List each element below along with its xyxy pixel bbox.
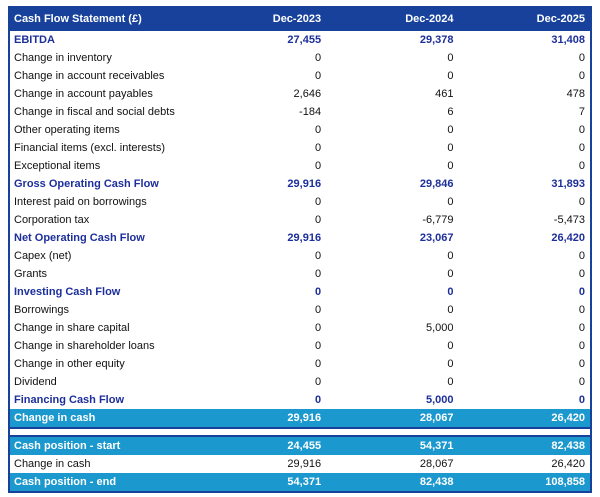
cell-value: 0	[314, 358, 322, 370]
cell-value: 0	[314, 196, 322, 208]
cell-value: 28,067	[326, 409, 458, 428]
cell-value: 0	[447, 358, 454, 370]
cell-value: 0	[314, 160, 322, 172]
table-row	[9, 473, 591, 492]
table-row	[9, 373, 591, 391]
cell-value: 0	[578, 304, 585, 316]
table-row	[9, 193, 591, 211]
cell-value: 0	[578, 124, 585, 136]
row-label: Borrowings	[14, 304, 70, 316]
cell-value: 6	[447, 106, 454, 118]
cell-value: 0	[314, 340, 322, 352]
row-label: Change in account receivables	[14, 70, 165, 82]
cell-value: 5,000	[426, 394, 454, 406]
cell-value: 0	[314, 322, 322, 334]
cell-value: 26,420	[551, 458, 585, 470]
row-label: Change in other equity	[14, 358, 125, 370]
row-label: Dividend	[14, 376, 57, 388]
cell-value: 0	[578, 322, 585, 334]
cell-value: 26,420	[459, 409, 591, 428]
cell-value: 0	[314, 376, 322, 388]
table-row	[9, 283, 591, 301]
table-row	[9, 157, 591, 175]
cell-value: 0	[578, 250, 585, 262]
statement-table	[8, 6, 592, 493]
cell-value: 26,420	[551, 232, 585, 244]
cell-value: 0	[314, 214, 322, 226]
column-header: Dec-2025	[459, 7, 591, 31]
cell-value: 0	[314, 394, 322, 406]
table-row	[9, 409, 591, 428]
cell-value: 23,067	[419, 232, 454, 244]
cell-value: 29,916	[194, 409, 326, 428]
cell-value: 0	[314, 142, 322, 154]
table-row	[9, 455, 591, 473]
header-row	[9, 7, 591, 31]
cell-value: 0	[447, 70, 454, 82]
cash-flow-statement	[8, 6, 592, 493]
cell-value: 31,893	[551, 178, 585, 190]
table-row	[9, 31, 591, 50]
cell-value: 0	[314, 52, 322, 64]
cell-value: 82,438	[459, 436, 591, 455]
table-row	[9, 337, 591, 355]
cell-value: 0	[578, 70, 585, 82]
cell-value: 82,438	[326, 473, 458, 492]
cell-value: 461	[435, 88, 454, 100]
row-label: Cash position - start	[9, 436, 194, 455]
column-header: Dec-2023	[194, 7, 326, 31]
cell-value: 0	[578, 376, 585, 388]
cell-value: 0	[578, 160, 585, 172]
cell-value: 0	[447, 160, 454, 172]
cell-value: 0	[447, 286, 454, 298]
cell-value: 0	[447, 250, 454, 262]
cell-value: 0	[578, 340, 585, 352]
cell-value: 5,000	[426, 322, 454, 334]
table-row	[9, 211, 591, 229]
row-label: Cash position - end	[9, 473, 194, 492]
row-label: Financial items (excl. interests)	[14, 142, 165, 154]
cell-value: 29,916	[287, 458, 322, 470]
row-label: EBITDA	[14, 34, 55, 46]
table-row	[9, 265, 591, 283]
table-row	[9, 247, 591, 265]
cell-value: 0	[578, 142, 585, 154]
cell-value: 54,371	[326, 436, 458, 455]
row-label: Corporation tax	[14, 214, 90, 226]
cell-value: 0	[447, 124, 454, 136]
row-label: Other operating items	[14, 124, 120, 136]
cell-value: 0	[447, 142, 454, 154]
table-title: Cash Flow Statement (£)	[9, 7, 194, 31]
cell-value: 28,067	[419, 458, 454, 470]
cell-value: 7	[578, 106, 585, 118]
cell-value: 0	[314, 304, 322, 316]
cell-value: 0	[578, 358, 585, 370]
row-label: Financing Cash Flow	[14, 394, 125, 406]
cell-value: -5,473	[553, 214, 585, 226]
cell-value: 108,858	[459, 473, 591, 492]
cell-value: 54,371	[194, 473, 326, 492]
table-row	[9, 85, 591, 103]
row-label: Gross Operating Cash Flow	[14, 178, 159, 190]
cell-value: 0	[314, 70, 322, 82]
table-row	[9, 121, 591, 139]
row-label: Change in share capital	[14, 322, 130, 334]
row-label: Change in fiscal and social debts	[14, 106, 175, 118]
cell-value: 0	[447, 304, 454, 316]
cell-value: 29,378	[419, 34, 454, 46]
row-label: Net Operating Cash Flow	[14, 232, 145, 244]
table-row	[9, 67, 591, 85]
row-label: Investing Cash Flow	[14, 286, 121, 298]
table-row	[9, 319, 591, 337]
cell-value: 29,846	[419, 178, 454, 190]
section-gap	[9, 428, 591, 436]
cell-value: 0	[314, 124, 322, 136]
cell-value: 0	[447, 52, 454, 64]
table-row	[9, 175, 591, 193]
cell-value: 0	[578, 286, 585, 298]
table-row	[9, 355, 591, 373]
cell-value: 478	[566, 88, 585, 100]
cell-value: 0	[447, 196, 454, 208]
table-body	[9, 31, 591, 493]
cell-value: 29,916	[287, 178, 322, 190]
row-label: Change in account payables	[14, 88, 153, 100]
cell-value: 24,455	[194, 436, 326, 455]
cell-value: -6,779	[422, 214, 454, 226]
column-header: Dec-2024	[326, 7, 458, 31]
row-label: Change in cash	[14, 458, 91, 470]
cell-value: -184	[299, 106, 322, 118]
cell-value: 0	[447, 340, 454, 352]
cell-value: 0	[578, 268, 585, 280]
table-row	[9, 139, 591, 157]
table-row	[9, 103, 591, 121]
row-label: Interest paid on borrowings	[14, 196, 147, 208]
table-row	[9, 391, 591, 409]
table-row	[9, 49, 591, 67]
cell-value: 0	[578, 196, 585, 208]
cell-value: 31,408	[551, 34, 585, 46]
table-row	[9, 229, 591, 247]
cell-value: 0	[314, 286, 322, 298]
cell-value: 0	[447, 268, 454, 280]
row-label: Change in cash	[9, 409, 194, 428]
cell-value: 0	[314, 250, 322, 262]
cell-value: 0	[578, 394, 585, 406]
table-row	[9, 301, 591, 319]
cell-value: 0	[314, 268, 322, 280]
cell-value: 27,455	[287, 34, 322, 46]
row-label: Change in inventory	[14, 52, 112, 64]
cell-value: 29,916	[287, 232, 322, 244]
cell-value: 2,646	[293, 88, 322, 100]
cell-value: 0	[578, 52, 585, 64]
row-label: Grants	[14, 268, 48, 280]
section-gap-row	[9, 428, 591, 436]
row-label: Exceptional items	[14, 160, 101, 172]
row-label: Change in shareholder loans	[14, 340, 155, 352]
table-row	[9, 436, 591, 455]
cell-value: 0	[447, 376, 454, 388]
row-label: Capex (net)	[14, 250, 72, 262]
